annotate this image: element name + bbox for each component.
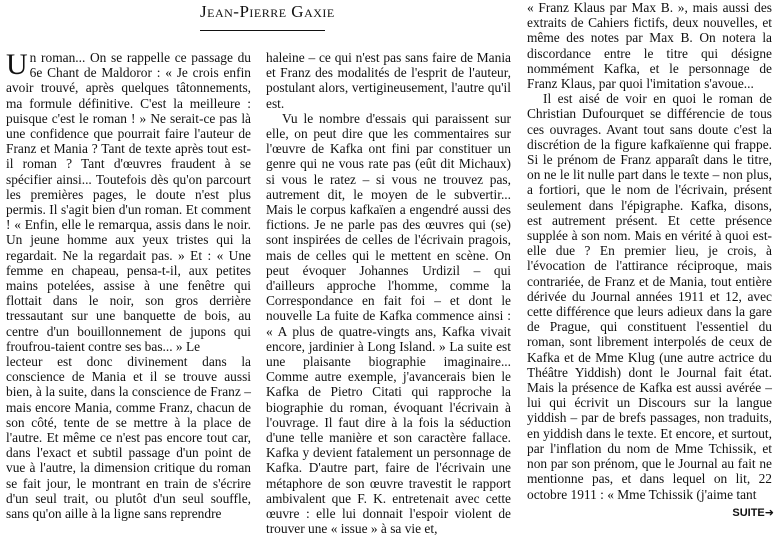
column-1-paragraph-2: lecteur est donc divinement dans la conscience de Mania et il se trouve aussi bien, à la suite, dans la conscience de Franz – mais encore Mania, comme Franz, chacun de son côté, tente de se mettre à la place de l'autre. Et même ce n'est pas encore tout car, dans l'exact et subtil passage d'un point de vue à l'autre, la dimension critique du roman se fait jour, le montrant en train de s'écrire d'un seul trait, ou plutôt d'un seul souffle, sans qu'on aille à la ligne sans reprendre xyxy=(6,354,251,522)
column-3 xyxy=(527,0,772,502)
drop-cap: U xyxy=(6,48,28,81)
column-1-paragraph-1: n roman... On se rappelle ce passage du 6e Chant de Maldoror : « Je crois enfin avoir trouvé, après quelques tâtonnements, ma formule définitive. C'est la meilleure : puisque c'est le roman ! » Ne serait-ce pas là une confidence que pourrait faire l'auteur de Franz et Mania ? Tant de texte après tout est-il roman ? Tant d'œuvres fraudent à se spécifier ainsi... Toutefois dès qu'on parcourt les premières pages, le doute n'est plus permis. Il s'agit bien d'un roman. Et comment ! « Enfin, elle le remarqua, assis dans le noir. Un jeune homme aux yeux tristes qui la regardait. Ne la regardait pas. » Et : « Une femme en chapeau, pensa-t-il, aux petites mains potelées, assise à une fenêtre qui flottait dans le noir, son gros derrière tressautant sur une banquette de bois, au centre d'un bouillonnement de jupons qui froufrou-taient contre ses bas... » Le xyxy=(6,50,251,354)
author-name: Jean-Pierre Gaxie xyxy=(200,2,335,21)
column-3-paragraph-2: Il est aisé de voir en quoi le roman de Christian Dufourquet se différencie de tous ces ouvrages. Avant tout sans doute c'est la discrétion de la figure kafkaïenne qui frappe. Si le prénom de Franz apparaît dans le titre, on ne le lit nulle part dans le texte – non plus, a fortiori, que le nom de l'écrivain, présent seulement dans l'épigraphe. Kafka, disons, est autrement présent. Et cette présence supplée à son nom. Mais en vérité à quoi est-elle due ? En premier lieu, je crois, à l'évocation de l'attirance réciproque, mais contrariée, de Franz et de Mania, tout entière dérivée du Journal années 1911 et 12, avec cette différence que leurs adieux dans la gare de Prague, qui constituent l'essentiel du roman, sont librement interpolés de ceux de Kafka et de Mme Klug (une autre actrice du Théâtre Yiddish) dont le Journal fait état. Mais la présence de Kafka est aussi avérée – lui qui écrivit un Discours sur la langue yiddish – par de brefs passages, non traduits, en yiddish dans le texte. Et encore, et surtout, par l'inflation du nom de Mme Tchissik, et non par son prénom, que le Journal au fait ne mentionne pas, et dans lequel on lit, 22 octobre 1911 : « Mme Tchissik (j'aime tant xyxy=(527,91,772,502)
column-2-paragraph-2: Vu le nombre d'essais qui paraissent sur elle, on peut dire que les commentaires sur l'œuvre de Kafka ont fini par constituer un genre qui ne vous rate pas (eût dit Michaux) si vous le ratez – si vous ne trouvez pas, autrement dit, le moyen de le subvertir... Mais le corpus kafkaïen a engendré aussi des fictions. Je ne parle pas des œuvres qui (se) sont inspirées de celles de l'écrivain pragois, mais de celles qui le mettent en scène. On peut évoquer Johannes Urdizil – qui d'ailleurs approche l'homme, comme la Correspondance en fait foi – et dont le nouvelle La fuite de Kafka commence ainsi : « A plus de quatre-vingts ans, Kafka vivait encore, jardinier à Long Island. » La suite est une plaisante biographie imaginaire... Comme autre exemple, j'avancerais bien le Kafka de Pietro Citati qui rapproche la biographie du roman, évoquant l'écrivain à l'ouvrage. Il faut dire à la fois la séduction d'une telle manière et son caractère fallace. Kafka y devient fatalement un personnage de Kafka. D'autre part, faire de l'écrivain une métaphore de son œuvre travestit le rapport ambivalent que F. K. entretenait avec cette œuvre : elle lui donnait l'espoir violent de trouver une « issue » à sa vie et, xyxy=(266,110,511,537)
column-2-paragraph-1: haleine – ce qui n'est pas sans faire de Mania et Franz des modalités de l'esprit de l'auteur, postulant alors, vertigineusement, l'autre qu'il est. xyxy=(266,50,511,111)
continued-link[interactable]: SUITE➜ xyxy=(732,507,774,519)
header-rule xyxy=(200,30,325,31)
column-3-paragraph-1: « Franz Klaus par Max B. », mais aussi des extraits de Cahiers fictifs, deux nouvelles, et même des notes par Max B. On notera la discordance entre le titre qui désigne nommément Kafka, et le personnage de Franz Klaus, par quoi l'imitation s'avoue... xyxy=(527,0,772,92)
column-1 xyxy=(6,50,251,521)
column-2 xyxy=(266,50,511,537)
